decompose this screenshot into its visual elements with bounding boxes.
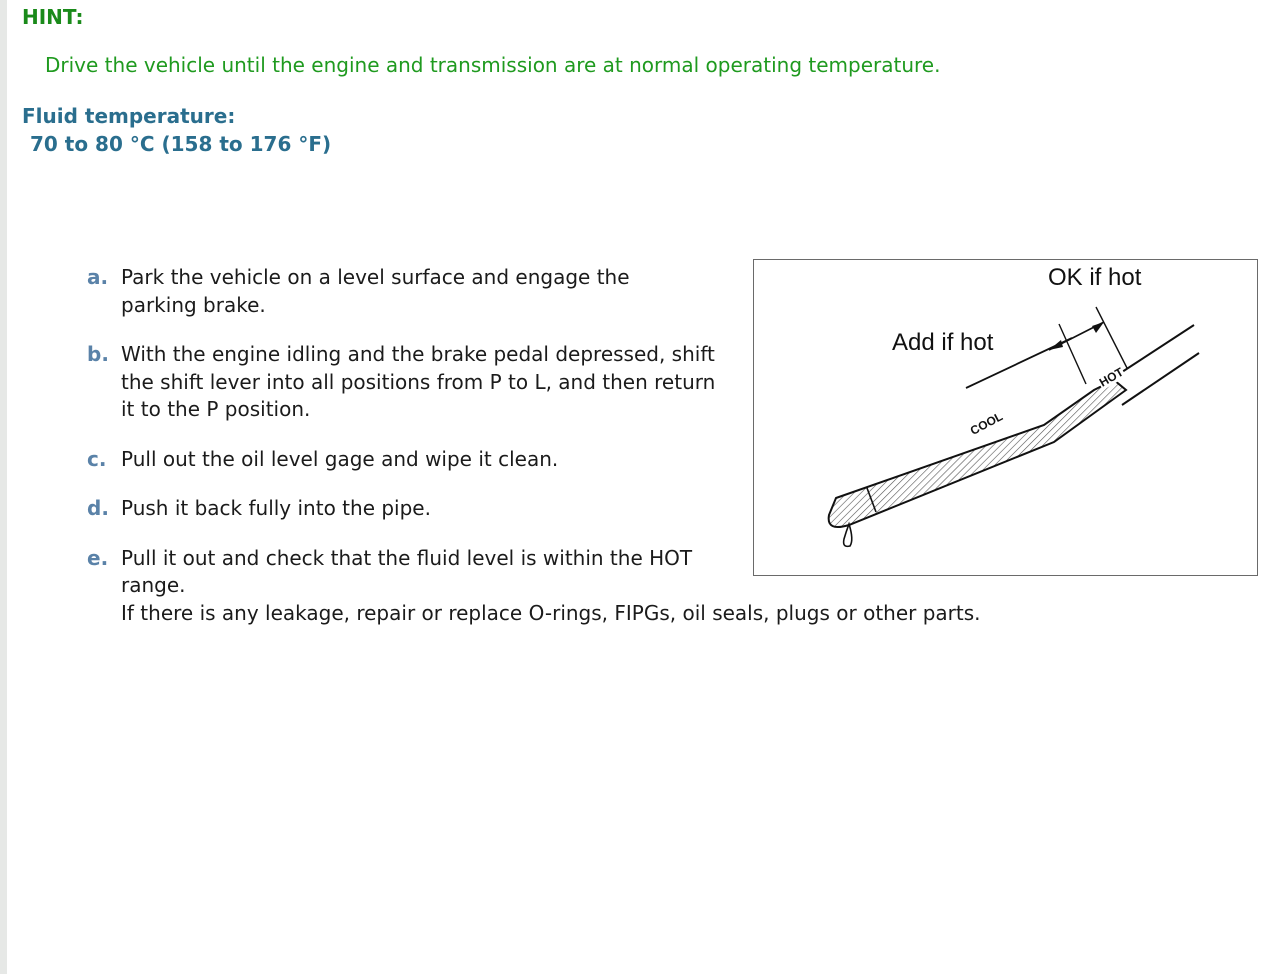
step-marker: e. (87, 545, 109, 570)
step-text: Park the vehicle on a level surface and engage the parking brake. (121, 265, 630, 317)
cool-mark-label: COOL (967, 409, 1006, 438)
step-marker: c. (87, 446, 107, 471)
step-note: If there is any leakage, repair or replace O-rings, FIPGs, oil seals, plugs or other parts. (121, 600, 981, 625)
step-marker: b. (87, 342, 109, 366)
step-marker: d. (87, 496, 109, 520)
fluid-temperature-value: 70 to 80 °C (158 to 176 °F) (30, 132, 332, 156)
ok-if-hot-label: OK if hot (1048, 264, 1142, 291)
step-text: Pull out the oil level gage and wipe it clean. (121, 446, 559, 471)
step-marker: a. (87, 265, 109, 289)
hint-text: Drive the vehicle until the engine and transmission are at normal operating temperature. (45, 53, 941, 77)
add-if-hot-label: Add if hot (892, 329, 994, 356)
fluid-temperature-label: Fluid temperature: (22, 104, 236, 128)
oil-level-gage-figure (753, 259, 1258, 576)
step-text: Push it back fully into the pipe. (121, 496, 431, 520)
hot-mark-label: HOT (1096, 364, 1126, 390)
dipstick-illustration (754, 260, 1257, 575)
hint-title: HINT: (22, 5, 84, 29)
step-text: With the engine idling and the brake pedal depressed, shift the shift lever into all positions from P to L, and then return it to the P position. (121, 342, 716, 421)
step-text: Pull it out and check that the fluid level is within the HOT range. (121, 545, 693, 597)
left-margin-bar (0, 0, 7, 974)
